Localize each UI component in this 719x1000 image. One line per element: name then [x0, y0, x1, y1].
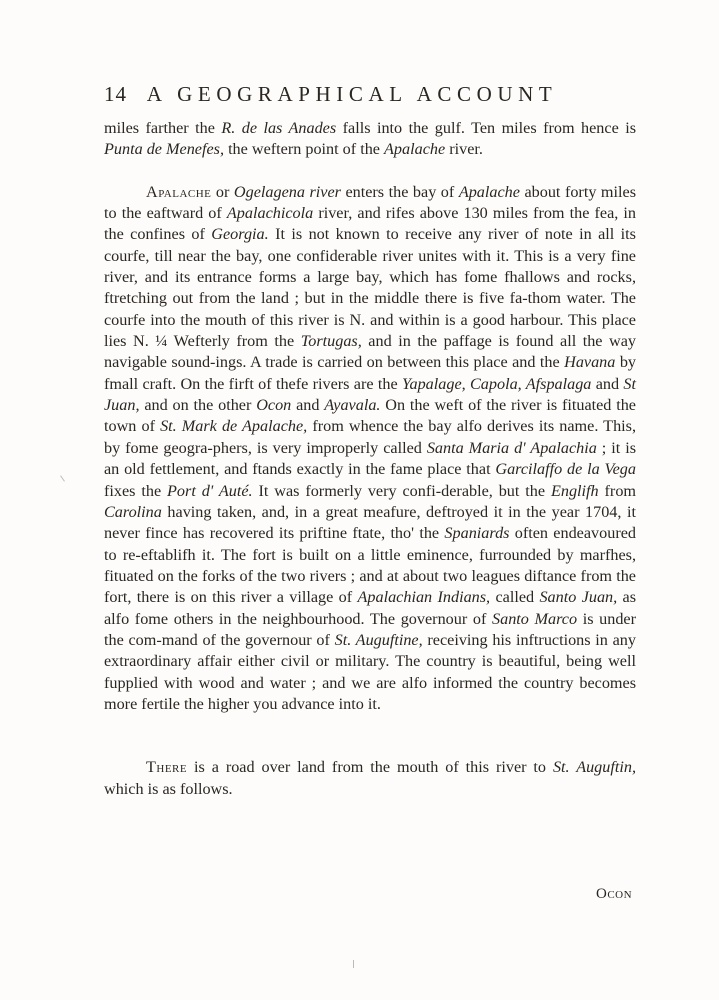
italic-run: Georgia.	[211, 225, 269, 244]
italic-run: Ogelagena river	[233, 182, 341, 201]
text-run: about forty miles to the eaftward of	[104, 182, 636, 223]
italic-run: St. Auguftin,	[552, 758, 636, 777]
italic-run: Port d' Auté.	[167, 481, 253, 500]
italic-run: R. de las Anades	[221, 119, 337, 137]
text-run: It was formerly very confi-derable, but the	[252, 481, 551, 500]
text-run: and on the other	[139, 396, 257, 415]
text-run: falls into the gulf. Ten miles from hence is	[336, 119, 636, 137]
margin-mark	[60, 475, 65, 481]
text-run: which is as follows.	[104, 779, 233, 798]
text-run: ; it is an old fettlement, and ftands exactly in the fame place that	[104, 438, 637, 479]
text-run: having taken, and, in a great meafure, deftroyed it in the year 1704, it never fince has recovered its priftine ftate, tho' the	[104, 502, 636, 543]
italic-run: St. Mark de Apalache,	[160, 417, 308, 436]
margin-mark	[353, 960, 354, 968]
text-run: is under the com-mand of the governour of	[104, 609, 636, 649]
text-run: by fmall craft. On the firft of thefe rivers are the	[104, 353, 637, 393]
italic-run: Havana	[564, 353, 616, 372]
text-run: miles farther the	[104, 119, 222, 137]
italic-run: St Juan,	[104, 374, 637, 415]
body-text	[104, 118, 636, 800]
running-header	[104, 82, 624, 107]
italic-run: Ayavala.	[324, 396, 381, 415]
text-run: and in the paffage is found all the way navigable sound-ings. A trade is carried on between this place and the	[104, 332, 636, 372]
text-run: On the weft of the river is fituated the town of	[104, 396, 636, 436]
page-number: 14	[104, 82, 127, 106]
text-run: receiving his inftructions in any extraordinary affair either civil or military. The country is beautiful, being well fupplied with wood and water ; and we are alfo informed the country becomes more fertile the higher you advance into it.	[104, 630, 636, 713]
italic-run: Yapalage, Capola, Afspalaga	[401, 374, 592, 393]
text-run: or	[211, 182, 234, 201]
text-run: from	[598, 481, 636, 500]
paragraph-3	[104, 757, 636, 800]
italic-run: Santo Juan,	[539, 588, 618, 607]
italic-run: Punta de Menefes,	[104, 140, 225, 159]
text-run: often endeavoured to re-eftablifh it. The fort is built on a little eminence, furrounded by marfhes, fituated on the forks of the two rivers ; and at about two leagues diftance from the fort, there is on this river a village of	[104, 524, 636, 607]
lead-word: Apalache	[146, 182, 212, 201]
running-title: A GEOGRAPHICAL ACCOUNT	[146, 82, 558, 106]
italic-run: Apalache	[458, 182, 520, 201]
paragraph-1	[104, 118, 636, 161]
text-run: It is not known to receive any river of note in all its courfe, till near the bay, one confiderable river unites with it. This is a very fine river, and its entrance forms a large bay, which has fome fhallows and rocks, ftretching out from the land ; but in the middle there is five fa-thom water. The courfe into the mouth of this river is N. and within is a good harbour. This place lies N. ¼ Wefterly from the	[104, 225, 636, 351]
italic-run: Apalachian Indians,	[357, 588, 491, 607]
text-run: river, and rifes above 130 miles from the fea, in the confines of	[104, 204, 637, 244]
italic-run: Apalache	[384, 140, 446, 159]
italic-run: Ocon	[256, 396, 292, 415]
text-run: called	[490, 588, 540, 607]
paragraph-2	[104, 182, 636, 716]
text-run: and	[291, 396, 325, 415]
text-run: the weftern point of the	[224, 140, 385, 159]
italic-run: Carolina	[104, 502, 162, 521]
catchword: Ocon	[596, 886, 633, 902]
lead-word: There	[146, 758, 188, 777]
italic-run: Spaniards	[444, 524, 510, 543]
text-run: and	[591, 374, 624, 393]
italic-run: Englifh	[550, 481, 599, 500]
text-run: fixes the	[104, 481, 168, 500]
text-run: is a road over land from the mouth of this river to	[187, 758, 553, 777]
text-run: as alfo fome others in the neighbourhood. The governour of	[104, 588, 637, 628]
italic-run: Santo Marco	[492, 609, 578, 628]
italic-run: Tortugas,	[300, 332, 362, 351]
italic-run: Santa Maria d' Apalachia	[426, 438, 597, 457]
italic-run: St. Auguftine,	[334, 630, 423, 649]
italic-run: Garcilaffo de la Vega	[495, 460, 636, 479]
text-run: river.	[445, 140, 483, 159]
italic-run: Apalachicola	[226, 204, 314, 223]
text-run: from whence the bay alfo derives its name. This, by fome geogra-phers, is very improperly called	[104, 417, 637, 457]
text-run: enters the bay of	[340, 182, 459, 201]
